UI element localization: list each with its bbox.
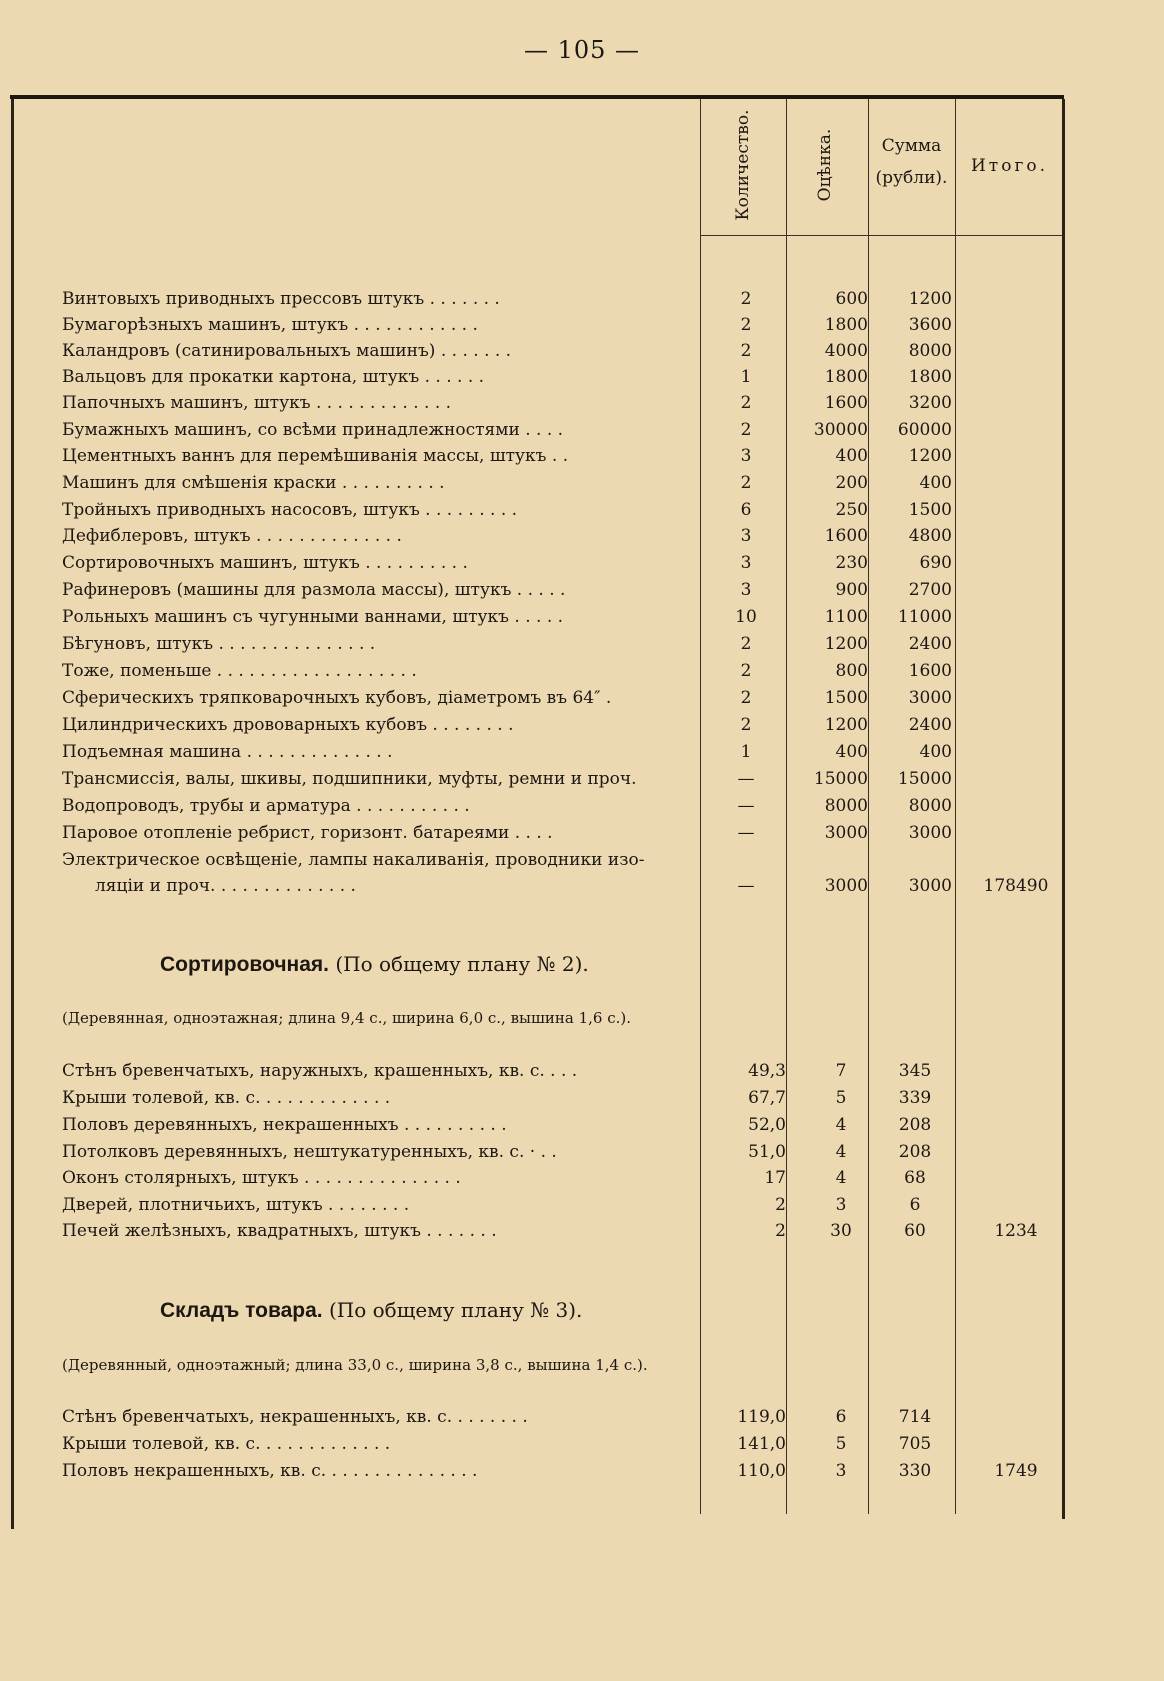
item-sum: 1600: [908, 661, 952, 681]
item-estimate: 4: [835, 1115, 847, 1135]
table-row: [0, 315, 1164, 341]
item-sum: 11000: [897, 607, 952, 627]
item-name: Сферическихъ тряпковарочныхъ кубовъ, діаметромъ въ 64″ .: [62, 688, 612, 708]
item-estimate: 30000: [813, 420, 868, 440]
item-quantity: 52,0: [748, 1115, 786, 1135]
item-estimate: 600: [835, 289, 868, 309]
item-estimate: 230: [835, 553, 868, 573]
item-name: Рафинеровъ (машины для размола массы), штукъ . . . . .: [62, 580, 566, 600]
item-quantity: 6: [740, 500, 752, 520]
item-name: Винтовыхъ приводныхъ прессовъ штукъ . . . . . . .: [62, 289, 500, 309]
item-sum: 68: [904, 1168, 926, 1188]
item-estimate: 6: [835, 1407, 847, 1427]
item-sum: 1200: [908, 446, 952, 466]
item-estimate: 7: [835, 1061, 847, 1081]
item-sum: 208: [898, 1115, 932, 1135]
item-sum: 3000: [908, 688, 952, 708]
section-title-name: Сортировочная.: [160, 953, 329, 976]
item-name: Оконъ столярныхъ, штукъ . . . . . . . . . . . . . . .: [62, 1168, 461, 1188]
item-estimate: 400: [835, 446, 868, 466]
item-quantity: 67,7: [748, 1088, 786, 1108]
item-estimate: 5: [835, 1088, 847, 1108]
column-header-estimate: Оцѣнка.: [815, 128, 835, 202]
column-header-sum-line2: (рубли).: [875, 168, 948, 188]
section-total: 1749: [994, 1461, 1038, 1481]
item-sum: 6: [909, 1195, 921, 1215]
item-sum: 2400: [908, 715, 952, 735]
item-sum: 1200: [908, 289, 952, 309]
item-estimate: 1200: [824, 715, 868, 735]
item-estimate: 1600: [824, 526, 868, 546]
table-row: [0, 796, 1164, 822]
item-estimate: 1500: [824, 688, 868, 708]
section-title: [160, 1298, 582, 1323]
item-estimate: 8000: [824, 796, 868, 816]
top-rule: [10, 95, 1064, 99]
table-row: [0, 393, 1164, 419]
item-estimate: 1600: [824, 393, 868, 413]
column-header-sum: [868, 130, 955, 194]
item-quantity: 2: [775, 1195, 786, 1215]
table-row: [0, 1168, 1164, 1194]
table-row: [0, 850, 1164, 876]
item-name: Бѣгуновъ, штукъ . . . . . . . . . . . . . . .: [62, 634, 376, 654]
item-estimate: 3000: [824, 823, 868, 843]
table-row: [0, 526, 1164, 552]
item-name: Печей желѣзныхъ, квадратныхъ, штукъ . . . . . . .: [62, 1221, 497, 1241]
item-sum: 1800: [908, 367, 952, 387]
item-name: Водопроводъ, трубы и арматура . . . . . . . . . . .: [62, 796, 470, 816]
section-description: (Деревянный, одноэтажный; длина 33,0 с., ширина 3,8 с., вышина 1,4 с.).: [62, 1356, 648, 1374]
page-number: — 105 —: [523, 36, 641, 64]
section-total: 1234: [994, 1221, 1038, 1241]
item-sum: 208: [898, 1142, 932, 1162]
item-name: Потолковъ деревянныхъ, нештукатуренныхъ, кв. с. · . .: [62, 1142, 557, 1162]
item-quantity: 51,0: [748, 1142, 786, 1162]
item-sum: 2700: [908, 580, 952, 600]
item-quantity: 17: [764, 1168, 786, 1188]
item-sum: 2400: [908, 634, 952, 654]
item-quantity: 49,3: [748, 1061, 786, 1081]
item-name: Каландровъ (сатинировальныхъ машинъ) . . . . . . .: [62, 341, 512, 361]
item-name: Половъ деревянныхъ, некрашенныхъ . . . . . . . . . .: [62, 1115, 507, 1135]
item-name: Подъемная машина . . . . . . . . . . . . . .: [62, 742, 393, 762]
item-quantity: 3: [740, 526, 752, 546]
item-estimate: 200: [835, 473, 868, 493]
item-quantity: 2: [740, 393, 752, 413]
table-row: [0, 500, 1164, 526]
section-title-plan: (По общему плану № 3).: [329, 1298, 583, 1322]
item-sum: 690: [919, 553, 952, 573]
item-sum: 8000: [908, 341, 952, 361]
item-estimate: 4: [835, 1142, 847, 1162]
section-title-plan: (По общему плану № 2).: [335, 952, 589, 976]
table-row: [0, 367, 1164, 393]
item-estimate: 3000: [824, 876, 868, 896]
table-row: [0, 742, 1164, 768]
table-row: [0, 661, 1164, 687]
item-name: Дверей, плотничьихъ, штукъ . . . . . . . .: [62, 1195, 410, 1215]
item-sum: 330: [898, 1461, 932, 1481]
table-row: [0, 1088, 1164, 1114]
item-estimate: 1800: [824, 367, 868, 387]
item-sum: 60: [904, 1221, 926, 1241]
item-quantity: 2: [740, 289, 752, 309]
column-header-total: Итого.: [970, 156, 1048, 176]
item-sum: 339: [898, 1088, 932, 1108]
table-row: [0, 289, 1164, 315]
item-name: Тоже, поменьше . . . . . . . . . . . . . . . . . . .: [62, 661, 417, 681]
table-row: [0, 1195, 1164, 1221]
item-sum: 705: [898, 1434, 932, 1454]
table-row: [0, 769, 1164, 795]
item-quantity: —: [737, 769, 755, 789]
item-sum: 1500: [908, 500, 952, 520]
item-sum: 60000: [897, 420, 952, 440]
item-quantity: 2: [740, 634, 752, 654]
item-name: Паровое отопленіе ребрист, горизонт. батареями . . . .: [62, 823, 553, 843]
item-estimate: 30: [830, 1221, 852, 1241]
item-sum: 345: [898, 1061, 932, 1081]
item-name: Бумагорѣзныхъ машинъ, штукъ . . . . . . . . . . . .: [62, 315, 478, 335]
item-sum: 15000: [897, 769, 952, 789]
item-estimate: 1800: [824, 315, 868, 335]
item-sum: 3200: [908, 393, 952, 413]
item-name: Рольныхъ машинъ съ чугунными ваннами, штукъ . . . . .: [62, 607, 564, 627]
item-estimate: 900: [835, 580, 868, 600]
item-name: Трансмиссія, валы, шкивы, подшипники, муфты, ремни и проч.: [62, 769, 637, 789]
table-row: [0, 1142, 1164, 1168]
item-estimate: 15000: [813, 769, 868, 789]
item-quantity: 3: [740, 580, 752, 600]
item-quantity: 2: [740, 715, 752, 735]
item-name-continued: ляціи и проч. . . . . . . . . . . . . .: [95, 876, 356, 896]
item-name: Крыши толевой, кв. с. . . . . . . . . . . . .: [62, 1088, 391, 1108]
table-row: [0, 1115, 1164, 1141]
table-row: [0, 341, 1164, 367]
item-estimate: 250: [835, 500, 868, 520]
table-row: [0, 446, 1164, 472]
item-quantity: 119,0: [737, 1407, 786, 1427]
table-row: [0, 580, 1164, 606]
item-name: Стѣнъ бревенчатыхъ, наружныхъ, крашенныхъ, кв. с. . . .: [62, 1061, 578, 1081]
table-row: [0, 1221, 1164, 1247]
item-estimate: 4: [835, 1168, 847, 1188]
item-sum: 3600: [908, 315, 952, 335]
header-divider: [700, 235, 1062, 236]
item-estimate: 400: [835, 742, 868, 762]
item-name: Электрическое освѣщеніе, лампы накаливанія, проводники изо-: [62, 850, 645, 870]
item-estimate: 800: [835, 661, 868, 681]
table-row: [0, 688, 1164, 714]
item-estimate: 3: [835, 1461, 847, 1481]
item-estimate: 5: [835, 1434, 847, 1454]
table-row: [0, 1434, 1164, 1460]
table-row: [0, 634, 1164, 660]
item-estimate: 1100: [824, 607, 868, 627]
item-quantity: 10: [735, 607, 757, 627]
item-name: Цилиндрическихъ дрововарныхъ кубовъ . . . . . . . .: [62, 715, 514, 735]
item-sum: 8000: [908, 796, 952, 816]
table-row: [0, 823, 1164, 849]
item-quantity: —: [737, 876, 755, 896]
table-row: [0, 420, 1164, 446]
table-row: [0, 715, 1164, 741]
item-quantity: 1: [740, 742, 752, 762]
item-name: Стѣнъ бревенчатыхъ, некрашенныхъ, кв. с. . . . . . . .: [62, 1407, 528, 1427]
item-quantity: 2: [740, 420, 752, 440]
item-sum: 3000: [908, 876, 952, 896]
item-sum: 400: [919, 473, 952, 493]
item-estimate: 1200: [824, 634, 868, 654]
item-name: Цементныхъ ваннъ для перемѣшиванія массы, штукъ . .: [62, 446, 569, 466]
item-quantity: —: [737, 823, 755, 843]
item-name: Вальцовъ для прокатки картона, штукъ . . . . . .: [62, 367, 485, 387]
item-quantity: 2: [740, 688, 752, 708]
item-quantity: 2: [740, 661, 752, 681]
table-row: [0, 1407, 1164, 1433]
column-header-sum-line1: Сумма: [881, 136, 942, 156]
item-quantity: 1: [740, 367, 752, 387]
item-quantity: 2: [740, 341, 752, 361]
item-name: Бумажныхъ машинъ, со всѣми принадлежностями . . . .: [62, 420, 564, 440]
table-row: [0, 1461, 1164, 1487]
item-quantity: 2: [740, 473, 752, 493]
section-title-name: Складъ товара.: [160, 1299, 323, 1322]
item-name: Тройныхъ приводныхъ насосовъ, штукъ . . . . . . . . .: [62, 500, 518, 520]
item-name: Крыши толевой, кв. с. . . . . . . . . . . . .: [62, 1434, 391, 1454]
item-name: Машинъ для смѣшенія краски . . . . . . . . . .: [62, 473, 445, 493]
table-row: [0, 1061, 1164, 1087]
item-quantity: 110,0: [737, 1461, 786, 1481]
section-title: [160, 952, 589, 977]
item-sum: 3000: [908, 823, 952, 843]
table-row: [0, 607, 1164, 633]
item-sum: 4800: [908, 526, 952, 546]
item-name: Сортировочныхъ машинъ, штукъ . . . . . . . . . .: [62, 553, 468, 573]
item-quantity: 3: [740, 446, 752, 466]
item-quantity: 2: [775, 1221, 786, 1241]
item-name: Половъ некрашенныхъ, кв. с. . . . . . . . . . . . . . .: [62, 1461, 478, 1481]
item-sum: 400: [919, 742, 952, 762]
section-description: (Деревянная, одноэтажная; длина 9,4 с., ширина 6,0 с., вышина 1,6 с.).: [62, 1009, 632, 1027]
item-estimate: 3: [835, 1195, 847, 1215]
item-name: Дефиблеровъ, штукъ . . . . . . . . . . . . . .: [62, 526, 402, 546]
item-quantity: —: [737, 796, 755, 816]
item-name: Папочныхъ машинъ, штукъ . . . . . . . . . . . . .: [62, 393, 452, 413]
item-quantity: 3: [740, 553, 752, 573]
section-total: 178490: [983, 876, 1049, 896]
table-row: [0, 876, 1164, 902]
item-sum: 714: [898, 1407, 932, 1427]
table-row: [0, 553, 1164, 579]
item-estimate: 4000: [824, 341, 868, 361]
table-row: [0, 473, 1164, 499]
column-header-quantity: Количество.: [733, 109, 753, 221]
item-quantity: 141,0: [737, 1434, 786, 1454]
item-quantity: 2: [740, 315, 752, 335]
